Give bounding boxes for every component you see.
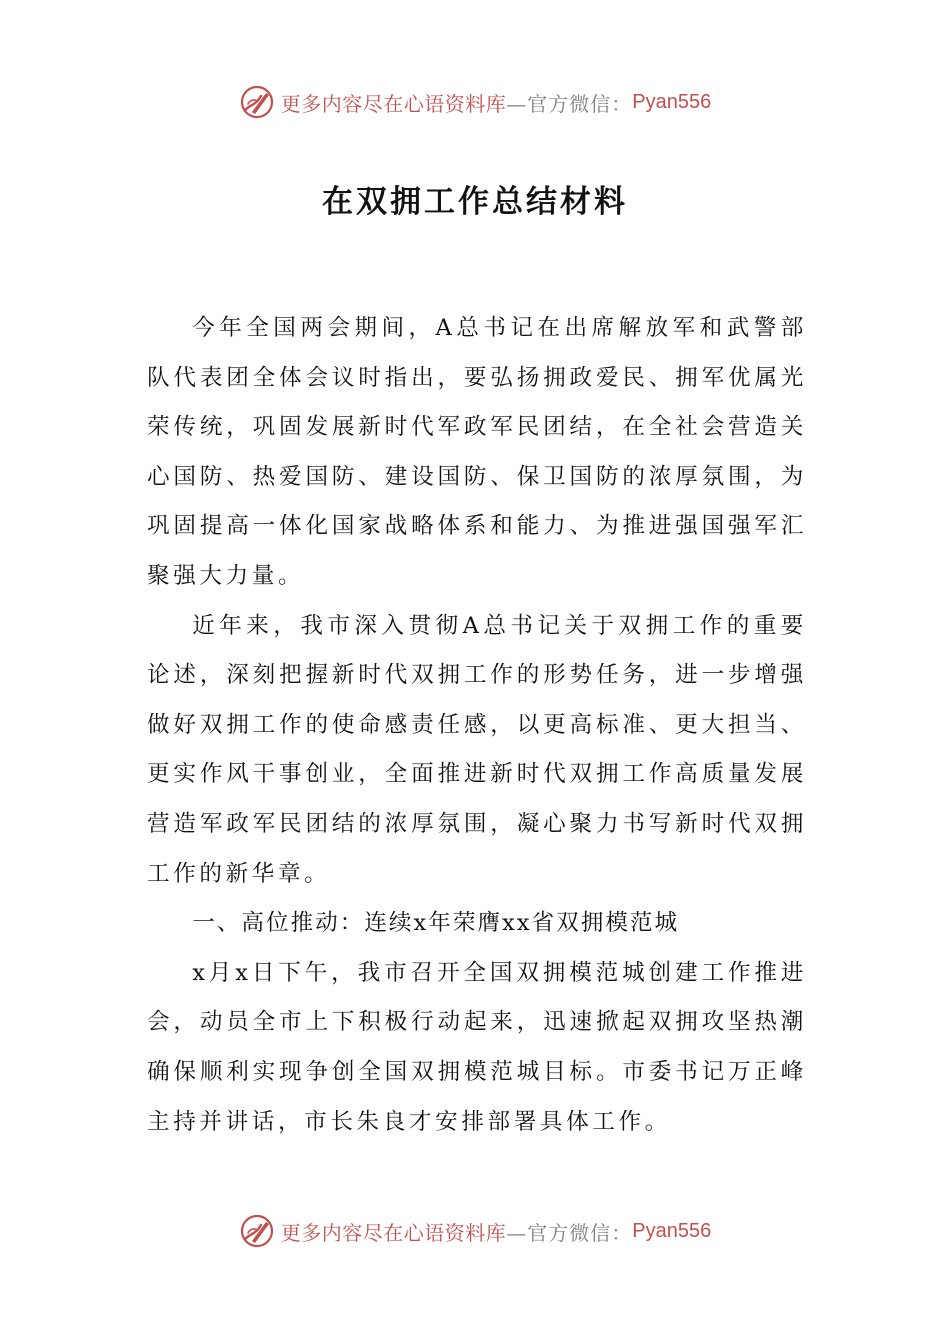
banner-main-text: 更多内容尽在心语资料库	[280, 1220, 507, 1245]
header-watermark-banner	[0, 82, 950, 122]
document-body	[147, 304, 807, 1147]
banner-wechat-id: Pyan556	[632, 90, 712, 113]
banner-main-text: 更多内容尽在心语资料库	[280, 91, 507, 116]
banner-wechat-id: Pyan556	[632, 1219, 712, 1242]
paragraph-1: 今年全国两会期间，A总书记在出席解放军和武警部队代表团全体会议时指出，要弘扬拥政爱民、拥军优属光荣传统，巩固发展新时代军政军民团结，在全社会营造关心国防、热爱国防、建设国防、保卫国防的浓厚氛围，为巩固提高一体化国家战略体系和能力、为推进强国强军汇聚强大力量。	[147, 315, 807, 589]
paragraph-3: x月x日下午，我市召开全国双拥模范城创建工作推进会，动员全市上下积极行动起来，迅速掀起双拥攻坚热潮确保顺利实现争创全国双拥模范城目标。市委书记万正峰主持并讲话，市长朱良才安排部署具体工作。	[147, 959, 807, 1135]
section-heading-1: 一、高位推动：连续x年荣膺xx省双拥模范城	[192, 910, 680, 937]
paragraph-2: 近年来，我市深入贯彻A总书记关于双拥工作的重要论述，深刻把握新时代双拥工作的形势任务，进一步增强做好双拥工作的使命感责任感，以更高标准、更大担当、更实作风干事创业，全面推进新时代双拥工作高质量发展营造军政军民团结的浓厚氛围，凝心聚力书写新时代双拥工作的新华章。	[147, 612, 807, 887]
footer-watermark-banner	[0, 1211, 950, 1251]
banner-sub-text: —官方微信：	[506, 91, 633, 116]
document-title: 在双拥工作总结材料	[322, 184, 628, 220]
banner-sub-text: —官方微信：	[506, 1220, 633, 1245]
pen-swirl-logo-icon	[239, 84, 275, 120]
pen-swirl-logo-icon	[239, 1213, 275, 1249]
